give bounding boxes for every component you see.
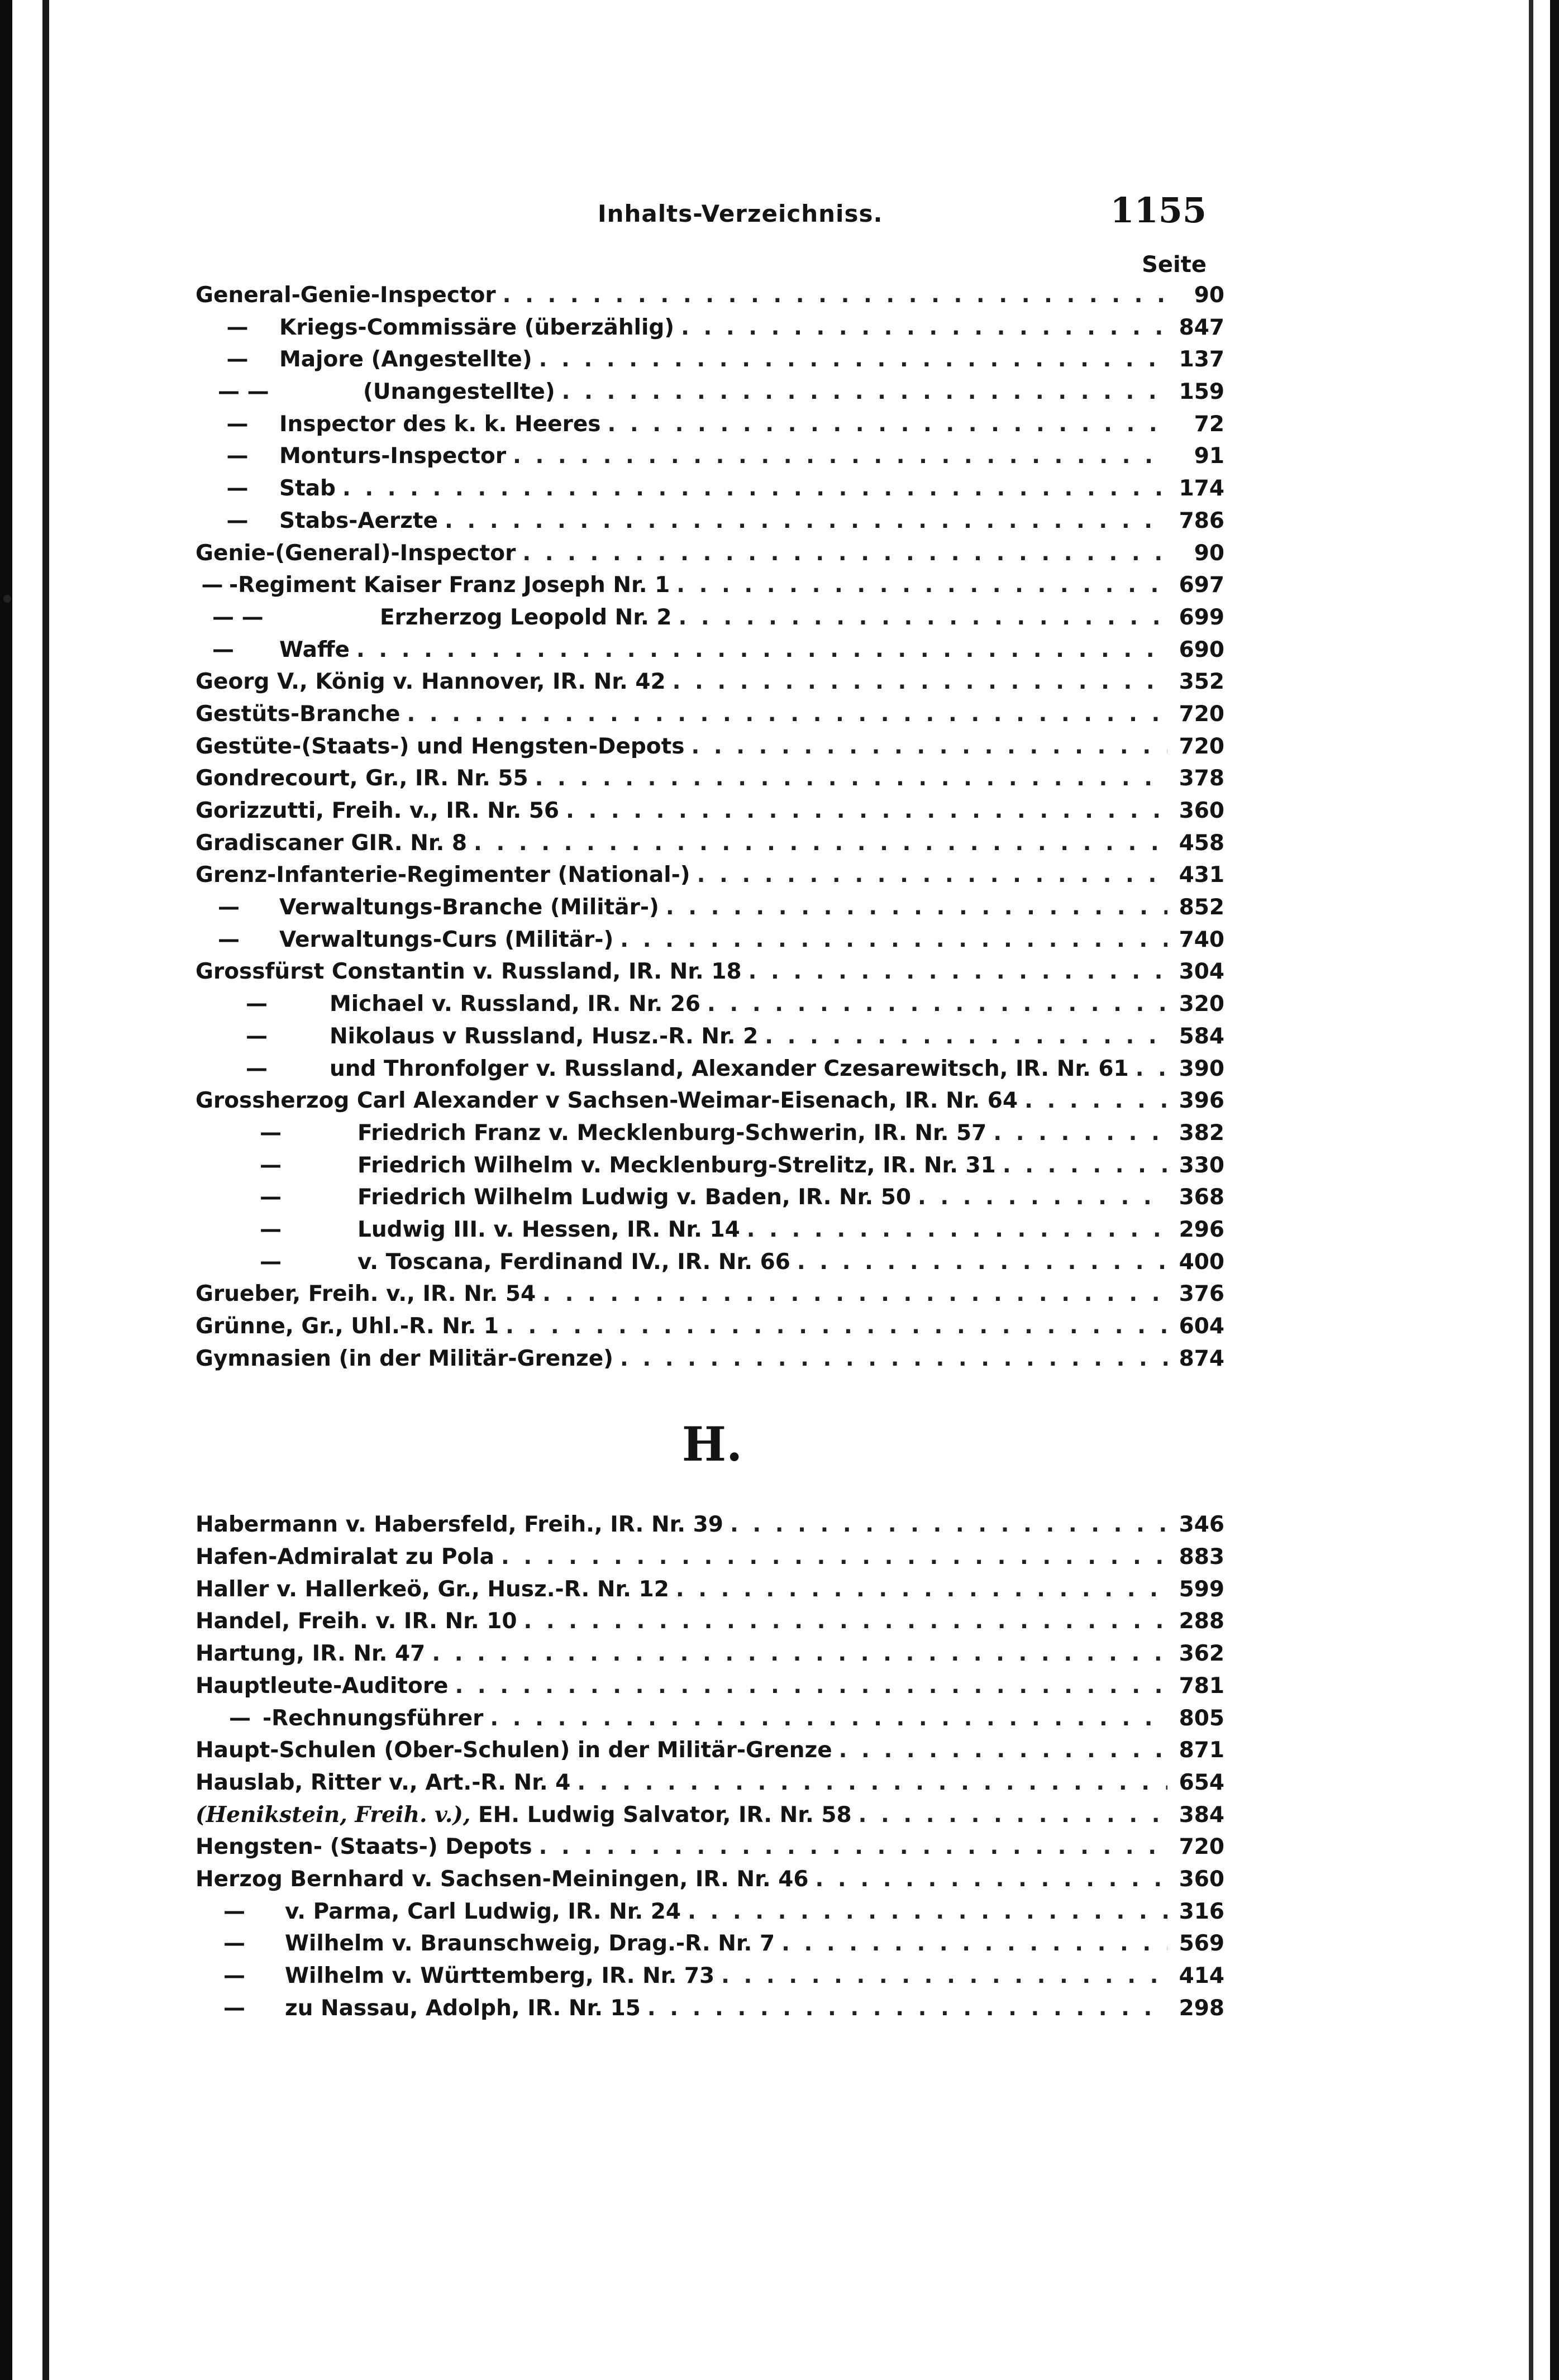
entry-text: Hauslab, Ritter v., Art.-R. Nr. 4 (196, 1770, 571, 1795)
entry-page: 91 (1194, 443, 1224, 469)
dot-leader (523, 1605, 1167, 1638)
entry-page: 362 (1179, 1641, 1224, 1667)
entry-text: Waffe (279, 637, 350, 662)
entry-text: Grossherzog Carl Alexander v Sachsen-Weimar-Eisenach, IR. Nr. 64 (196, 1088, 1018, 1114)
entry-text: Hauptleute-Auditore (196, 1673, 449, 1699)
entry-page: 390 (1179, 1056, 1224, 1081)
dot-leader (697, 859, 1167, 891)
entry-page: 720 (1179, 733, 1224, 759)
entry-text: Haller v. Hallerkeö, Gr., Husz.-R. Nr. 12 (196, 1576, 669, 1602)
entry-text: v. Parma, Carl Ludwig, IR. Nr. 24 (285, 1899, 681, 1924)
index-entry (196, 731, 1229, 763)
page-column-label: Seite (1142, 252, 1207, 278)
entry-page: 852 (1179, 895, 1224, 920)
entry-text: Gorizzutti, Freih. v., IR. Nr. 56 (196, 798, 560, 823)
ditto-dash: — (223, 1931, 245, 1957)
ditto-dash: — (223, 1995, 245, 2021)
entry-text: Gondrecourt, Gr., IR. Nr. 55 (196, 766, 528, 791)
entry-text: Grenz-Infanterie-Regimenter (National-) (196, 862, 690, 888)
ditto-dash: — (226, 347, 249, 373)
entry-text: Majore (Angestellte) (279, 347, 532, 373)
ditto-dash: — (226, 508, 249, 533)
index-entry (196, 1117, 1229, 1150)
entry-text: Friedrich Franz v. Mecklenburg-Schwerin, IR. Nr. 57 (357, 1120, 987, 1146)
ditto-dash: — — (212, 604, 264, 630)
entry-text: Grueber, Freih. v., IR. Nr. 54 (196, 1281, 536, 1307)
entry-page: 400 (1179, 1249, 1224, 1275)
index-entry (196, 569, 1229, 602)
entry-text: Monturs-Inspector (279, 443, 507, 469)
entry-page: 376 (1179, 1281, 1224, 1307)
entry-text: Genie-(General)-Inspector (196, 540, 516, 566)
ditto-dash: — (260, 1249, 282, 1275)
dot-leader (781, 1928, 1167, 1960)
entry-text: Verwaltungs-Curs (Militär-) (279, 927, 614, 952)
ditto-dash: — (226, 411, 249, 437)
index-entry (196, 1928, 1229, 1960)
entry-page: 654 (1179, 1770, 1224, 1795)
ditto-dash: — — (218, 379, 269, 405)
index-entry (196, 344, 1229, 376)
index-entry (196, 1831, 1229, 1863)
entry-text: Handel, Freih. v. IR. Nr. 10 (196, 1609, 517, 1634)
entry-page: 352 (1179, 669, 1224, 695)
section-h-list (196, 1509, 1229, 2024)
dot-leader (673, 666, 1167, 698)
dot-leader (676, 1573, 1167, 1606)
entry-page: 690 (1179, 637, 1224, 662)
index-entry (196, 312, 1229, 344)
entry-page: 360 (1179, 798, 1224, 823)
ditto-dash: — (201, 573, 223, 598)
index-entry (196, 505, 1229, 537)
entry-page: 72 (1194, 411, 1224, 437)
index-entry (196, 1085, 1229, 1117)
entry-page: 298 (1179, 1995, 1224, 2021)
ditto-dash: — (212, 637, 234, 662)
dot-leader (721, 1960, 1167, 1992)
index-entry (196, 956, 1229, 988)
entry-page: 883 (1179, 1544, 1224, 1570)
entry-page: 458 (1179, 830, 1224, 856)
entry-page: 720 (1179, 1834, 1224, 1860)
entry-page: 697 (1179, 573, 1224, 598)
ditto-dash: — (260, 1185, 282, 1210)
scan-edge-right-inner (1529, 0, 1533, 2380)
index-entry (196, 440, 1229, 473)
section-heading-h: H. (681, 1416, 743, 1472)
dot-leader (501, 1541, 1167, 1573)
entry-text: Gestüts-Branche (196, 701, 401, 727)
entry-text: Gymnasien (in der Militär-Grenze) (196, 1346, 613, 1371)
dot-leader (513, 440, 1167, 473)
ditto-dash: — (218, 895, 240, 920)
entry-text: General-Genie-Inspector (196, 283, 496, 308)
dot-leader (607, 408, 1167, 441)
ditto-dash: — (260, 1217, 282, 1242)
dot-leader (566, 795, 1167, 827)
index-entry (196, 891, 1229, 924)
entry-text: Erzherzog Leopold Nr. 2 (380, 604, 672, 630)
dot-leader (577, 1767, 1167, 1799)
index-page (196, 190, 1229, 2024)
dot-leader (859, 1799, 1167, 1831)
dot-leader (474, 827, 1167, 860)
page-number: 1155 (1110, 190, 1207, 231)
dot-leader (707, 988, 1167, 1020)
dot-leader (747, 1214, 1167, 1246)
entry-text: Hafen-Admiralat zu Pola (196, 1544, 494, 1570)
entry-page: 330 (1179, 1152, 1224, 1178)
dot-leader (1024, 1085, 1167, 1117)
entry-page: 874 (1179, 1346, 1224, 1371)
index-entry (196, 924, 1229, 956)
index-entry (196, 827, 1229, 860)
entry-text: Nikolaus v Russland, Husz.-R. Nr. 2 (330, 1023, 759, 1049)
entry-page: 137 (1179, 347, 1224, 373)
entry-page: 569 (1179, 1931, 1224, 1957)
dot-leader (691, 731, 1167, 763)
index-entry (196, 988, 1229, 1020)
dot-leader (679, 602, 1167, 634)
index-entry (196, 1638, 1229, 1670)
running-head (196, 190, 1229, 235)
entry-text: v. Toscana, Ferdinand IV., IR. Nr. 66 (357, 1249, 790, 1275)
index-entry (196, 1605, 1229, 1638)
index-entry (196, 698, 1229, 731)
entry-page: 90 (1194, 540, 1224, 566)
dot-leader (993, 1117, 1167, 1150)
dot-leader (542, 1278, 1167, 1310)
ditto-dash: — (223, 1899, 245, 1924)
entry-page: 414 (1179, 1963, 1224, 1988)
dot-leader (432, 1638, 1167, 1670)
dot-leader (688, 1896, 1167, 1928)
index-entry (196, 1992, 1229, 2025)
entry-page: 396 (1179, 1088, 1224, 1114)
index-entry (196, 1573, 1229, 1606)
entry-text: Gradiscaner GIR. Nr. 8 (196, 830, 468, 856)
entry-text: Friedrich Wilhelm Ludwig v. Baden, IR. Nr. 50 (357, 1185, 911, 1210)
index-entry (196, 634, 1229, 666)
index-entry (196, 762, 1229, 795)
entry-page: 786 (1179, 508, 1224, 533)
index-entry (196, 1150, 1229, 1182)
scan-speck (3, 595, 11, 603)
dot-leader (666, 891, 1167, 924)
entry-text: Kriegs-Commissäre (überzählig) (279, 314, 675, 340)
entry-page: 871 (1179, 1738, 1224, 1763)
entry-page: 699 (1179, 604, 1224, 630)
dot-leader (535, 762, 1167, 795)
entry-page: 604 (1179, 1314, 1224, 1339)
index-entry (196, 537, 1229, 570)
index-entry (196, 1960, 1229, 1992)
entry-page: 599 (1179, 1576, 1224, 1602)
index-entry (196, 1863, 1229, 1896)
ditto-dash: — (226, 476, 249, 502)
entry-text: -Rechnungsführer (263, 1705, 484, 1731)
dot-leader (681, 312, 1167, 344)
index-entry (196, 376, 1229, 408)
index-entry (196, 408, 1229, 441)
entry-text: Grossfürst Constantin v. Russland, IR. Nr. 18 (196, 959, 742, 985)
entry-text: Georg V., König v. Hannover, IR. Nr. 42 (196, 669, 666, 695)
dot-leader (455, 1670, 1168, 1702)
entry-text: Hartung, IR. Nr. 47 (196, 1641, 426, 1667)
entry-text: Stab (279, 476, 336, 502)
dot-leader (839, 1734, 1167, 1767)
entry-text: Wilhelm v. Württemberg, IR. Nr. 73 (285, 1963, 715, 1988)
entry-page: 740 (1179, 927, 1224, 952)
dot-leader (765, 1020, 1167, 1053)
index-entry (196, 1214, 1229, 1246)
index-entry (196, 602, 1229, 634)
entry-text: Friedrich Wilhelm v. Mecklenburg-Strelitz, IR. Nr. 31 (357, 1152, 996, 1178)
entry-page: 382 (1179, 1120, 1224, 1146)
dot-leader (522, 537, 1167, 570)
entry-text: Herzog Bernhard v. Sachsen-Meiningen, IR. Nr. 46 (196, 1866, 809, 1892)
entry-page: 781 (1179, 1673, 1224, 1699)
ditto-dash: — (218, 927, 240, 952)
dot-leader (797, 1246, 1167, 1279)
dot-leader (503, 279, 1167, 312)
entry-page: 288 (1179, 1609, 1224, 1634)
dot-leader (647, 1992, 1167, 2025)
dot-leader (356, 634, 1167, 666)
ditto-dash: — (226, 314, 249, 340)
entry-text: Michael v. Russland, IR. Nr. 26 (330, 991, 701, 1017)
scan-edge-left-inner (42, 0, 49, 2380)
index-entry (196, 1734, 1229, 1767)
dot-leader (620, 924, 1167, 956)
index-entry (196, 1799, 1229, 1831)
ditto-dash: — (246, 1023, 268, 1049)
entry-page: 847 (1179, 314, 1224, 340)
entry-text: Ludwig III. v. Hessen, IR. Nr. 14 (357, 1217, 740, 1242)
entry-page: 159 (1179, 379, 1224, 405)
index-entry (196, 1541, 1229, 1573)
entry-text: Grünne, Gr., Uhl.-R. Nr. 1 (196, 1314, 499, 1339)
entry-page: 720 (1179, 701, 1224, 727)
index-entry (196, 1053, 1229, 1085)
entry-text: Wilhelm v. Braunschweig, Drag.-R. Nr. 7 (285, 1931, 775, 1957)
entry-text: Hengsten- (Staats-) Depots (196, 1834, 532, 1860)
entry-page: 346 (1179, 1512, 1224, 1538)
dot-leader (918, 1181, 1167, 1214)
dot-leader (445, 505, 1167, 537)
dot-leader (539, 1831, 1167, 1863)
ditto-dash: — (229, 1705, 251, 1731)
index-entry (196, 473, 1229, 505)
entry-page: 431 (1179, 862, 1224, 888)
dot-leader (407, 698, 1167, 731)
dot-leader (1003, 1150, 1167, 1182)
ditto-dash: — (246, 991, 268, 1017)
index-entry (196, 1896, 1229, 1928)
entry-page: 584 (1179, 1023, 1224, 1049)
dot-leader (539, 344, 1167, 376)
entry-text: Inspector des k. k. Heeres (279, 411, 601, 437)
ditto-dash: — (260, 1152, 282, 1178)
entry-text-italic: (Henikstein, Freih. v.), (196, 1801, 471, 1828)
index-entry (196, 279, 1229, 312)
ditto-dash: — (226, 443, 249, 469)
entry-text: -Regiment Kaiser Franz Joseph Nr. 1 (229, 573, 670, 598)
index-entry (196, 1181, 1229, 1214)
index-entry (196, 666, 1229, 698)
section-g-list (196, 279, 1229, 1375)
entry-page: 174 (1179, 476, 1224, 502)
entry-page: 378 (1179, 766, 1224, 791)
entry-page: 368 (1179, 1185, 1224, 1210)
dot-leader (620, 1343, 1167, 1375)
entry-text: Haupt-Schulen (Ober-Schulen) in der Militär-Grenze (196, 1738, 832, 1763)
index-entry (196, 1509, 1229, 1541)
entry-text: (Unangestellte) (363, 379, 555, 405)
dot-leader (748, 956, 1167, 988)
scan-edge-left (0, 0, 12, 2380)
entry-page: 316 (1179, 1899, 1224, 1924)
entry-page: 304 (1179, 959, 1224, 985)
index-entry (196, 1343, 1229, 1375)
entry-page: 384 (1179, 1802, 1224, 1828)
index-entry (196, 1767, 1229, 1799)
entry-text: Stabs-Aerzte (279, 508, 438, 533)
page-title: Inhalts-Verzeichniss. (598, 200, 883, 227)
entry-text: Verwaltungs-Branche (Militär-) (279, 895, 659, 920)
entry-page: 90 (1194, 283, 1224, 308)
entry-text: EH. Ludwig Salvator, IR. Nr. 58 (470, 1802, 852, 1828)
index-entry (196, 1020, 1229, 1053)
index-entry (196, 1702, 1229, 1735)
entry-text: und Thronfolger v. Russland, Alexander Czesarewitsch, IR. Nr. 61 (330, 1056, 1129, 1081)
dot-leader (490, 1702, 1167, 1735)
dot-leader (342, 473, 1167, 505)
entry-text: Gestüte-(Staats-) und Hengsten-Depots (196, 733, 685, 759)
dot-leader (730, 1509, 1167, 1541)
dot-leader (1136, 1053, 1167, 1085)
entry-page: 296 (1179, 1217, 1224, 1242)
ditto-dash: — (260, 1120, 282, 1146)
index-entry (196, 1310, 1229, 1343)
dot-leader (506, 1310, 1167, 1343)
index-entry (196, 1278, 1229, 1310)
index-entry (196, 859, 1229, 891)
ditto-dash: — (246, 1056, 268, 1081)
ditto-dash: — (223, 1963, 245, 1988)
entry-text: zu Nassau, Adolph, IR. Nr. 15 (285, 1995, 641, 2021)
dot-leader (676, 569, 1167, 602)
dot-leader (562, 376, 1167, 408)
entry-page: 805 (1179, 1705, 1224, 1731)
index-entry (196, 1246, 1229, 1279)
index-entry (196, 795, 1229, 827)
index-entry (196, 1670, 1229, 1702)
entry-page: 360 (1179, 1866, 1224, 1892)
scan-edge-right (1550, 0, 1559, 2380)
dot-leader (816, 1863, 1167, 1896)
entry-text: Habermann v. Habersfeld, Freih., IR. Nr. 39 (196, 1512, 723, 1538)
entry-page: 320 (1179, 991, 1224, 1017)
